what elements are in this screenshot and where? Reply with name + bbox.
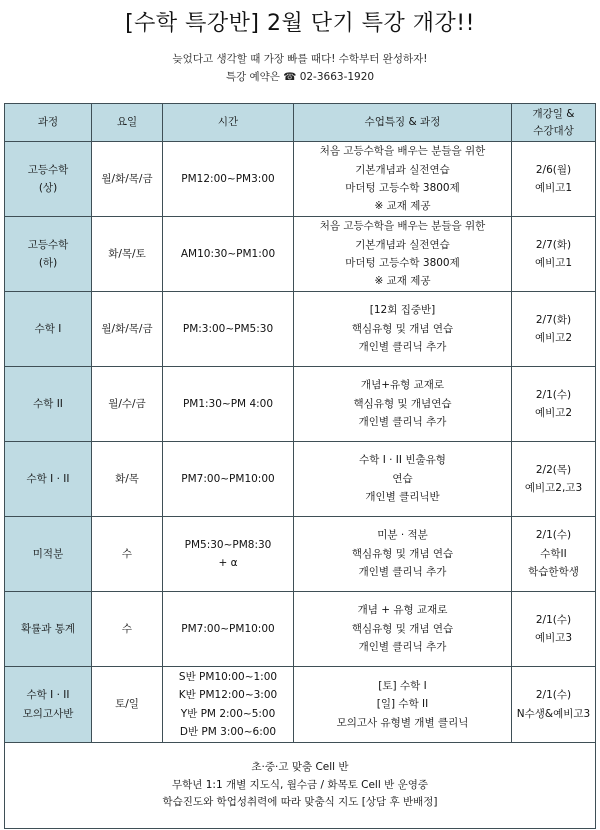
time-cell-line: PM1:30~PM 4:00 xyxy=(182,397,274,410)
course-name-cell xyxy=(5,292,92,367)
subtitle-slogan: 늦었다고 생각할 때 가장 빠를 때다! 수학부터 완성하자! xyxy=(172,53,428,65)
footer-line: 학습진도와 학업성취력에 따라 맞춤식 지도 [상담 후 반배정] xyxy=(162,796,438,809)
table-row xyxy=(5,667,596,743)
days-cell: 월/수/금 xyxy=(92,367,163,442)
footer-line: 무학년 1:1 개별 지도식, 월수금 / 화목토 Cell 반 운영중 xyxy=(171,778,428,791)
page-title: [수학 특강반] 2월 단기 특강 개강!! xyxy=(125,11,475,36)
time-cell xyxy=(163,367,294,442)
start-target-cell xyxy=(512,667,596,743)
time-cell-line: PM12:00~PM3:00 xyxy=(181,172,275,185)
features-cell-line: 수학 I · II 빈출유형 xyxy=(359,454,446,467)
start-target-cell-line: 학습한학생 xyxy=(528,566,579,579)
days-cell: 화/목/토 xyxy=(92,217,163,292)
start-target-cell-line: 2/1(수) xyxy=(535,388,572,401)
header-row xyxy=(5,104,596,142)
table-row xyxy=(5,217,596,292)
course-name-cell xyxy=(5,592,92,667)
features-cell-line: 모의고사 유형별 개별 클리닉 xyxy=(336,716,469,729)
start-target-cell xyxy=(512,217,596,292)
time-cell-line: S반 PM10:00~1:00 xyxy=(178,670,278,683)
features-cell-line: 개인별 클리닉 추가 xyxy=(358,416,447,429)
start-target-cell-line: 수학II xyxy=(540,547,567,560)
time-cell-line: + α xyxy=(218,557,238,569)
course-name-cell-line: 수학 I xyxy=(34,322,62,335)
time-cell xyxy=(163,142,294,217)
features-cell-line: 개인별 클리닉 추가 xyxy=(358,566,447,579)
time-cell xyxy=(163,217,294,292)
features-cell-line: 기본개념과 실전연습 xyxy=(355,238,450,251)
features-cell-line: [일] 수학 II xyxy=(376,698,429,711)
features-cell-line: 처음 고등수학을 배우는 분들을 위한 xyxy=(319,220,486,233)
start-target-cell xyxy=(512,367,596,442)
course-name-cell xyxy=(5,517,92,592)
time-cell-line: K반 PM12:00~3:00 xyxy=(178,689,278,702)
course-name-cell xyxy=(5,142,92,217)
time-cell-line: D반 PM 3:00~6:00 xyxy=(179,725,277,738)
course-name-cell-line: (하) xyxy=(38,257,58,269)
features-cell-line: 개인별 클리닉 추가 xyxy=(358,641,447,654)
course-name-cell xyxy=(5,667,92,743)
header-start-target: 개강일 & 수강대상 xyxy=(512,104,596,142)
table-row xyxy=(5,367,596,442)
time-cell xyxy=(163,292,294,367)
days-cell: 토/일 xyxy=(92,667,163,743)
features-cell-line: 개인별 클리닉 추가 xyxy=(358,341,447,354)
schedule-table xyxy=(4,103,596,829)
start-target-cell-line: 예비고2,고3 xyxy=(524,482,583,494)
start-target-cell-line: 2/7(화) xyxy=(535,313,572,326)
table-row xyxy=(5,592,596,667)
time-cell-line: PM:3:00~PM5:30 xyxy=(182,322,274,335)
table-row xyxy=(5,442,596,517)
course-name-cell-line: 수학 I · II xyxy=(26,472,70,485)
start-target-cell-line: 예비고1 xyxy=(534,182,573,194)
features-cell xyxy=(294,217,512,292)
days-cell: 수 xyxy=(92,517,163,592)
course-name-cell-line: 고등수학 xyxy=(27,163,69,176)
start-target-cell-line: 예비고3 xyxy=(534,632,573,644)
features-cell-line: 핵심유형 및 개념 연습 xyxy=(351,322,454,335)
start-target-cell-line: 2/1(수) xyxy=(535,529,572,542)
features-cell xyxy=(294,367,512,442)
course-name-cell-line: 수학 I · II xyxy=(26,689,70,702)
course-name-cell-line: 미적분 xyxy=(32,547,64,560)
features-cell-line: 연습 xyxy=(392,472,413,485)
features-cell xyxy=(294,667,512,743)
start-target-cell-line: 2/2(목) xyxy=(535,463,572,476)
start-target-cell-line: 예비고1 xyxy=(534,257,573,269)
features-cell-line: ※ 교재 제공 xyxy=(374,200,431,213)
features-cell xyxy=(294,592,512,667)
time-cell xyxy=(163,442,294,517)
table-row xyxy=(5,517,596,592)
features-cell xyxy=(294,292,512,367)
features-cell-line: 처음 고등수학을 배우는 분들을 위한 xyxy=(319,145,486,158)
course-name-cell xyxy=(5,442,92,517)
start-target-cell-line: 2/6(월) xyxy=(535,163,572,176)
days-cell: 수 xyxy=(92,592,163,667)
course-name-cell xyxy=(5,217,92,292)
start-target-cell xyxy=(512,592,596,667)
features-cell-line: 핵심유형 및 개념연습 xyxy=(353,397,452,410)
days-cell: 화/목 xyxy=(92,442,163,517)
time-cell-line: PM5:30~PM8:30 xyxy=(184,538,272,551)
time-cell-line: PM7:00~PM10:00 xyxy=(181,472,275,485)
course-name-cell-line: 수학 II xyxy=(33,397,63,410)
days-cell: 월/화/목/금 xyxy=(92,292,163,367)
course-name-cell-line: 확률과 통계 xyxy=(20,622,76,635)
course-name-cell-line: 모의고사반 xyxy=(22,707,74,720)
features-cell-line: 개념+유형 교재로 xyxy=(360,379,445,392)
features-cell-line: 기본개념과 실전연습 xyxy=(355,163,450,176)
start-target-cell-line: 2/1(수) xyxy=(535,689,572,702)
start-target-cell-line: 예비고2 xyxy=(534,407,573,419)
features-cell-line: 개인별 클리닉반 xyxy=(365,491,440,504)
time-cell-line: Y반 PM 2:00~5:00 xyxy=(180,707,276,720)
features-cell-line: 마더텅 고등수학 3800제 xyxy=(345,182,460,194)
start-target-cell xyxy=(512,142,596,217)
time-cell-line: PM7:00~PM10:00 xyxy=(181,622,275,635)
features-cell-line: ※ 교재 제공 xyxy=(374,275,431,288)
course-name-cell-line: (상) xyxy=(38,182,58,194)
features-cell xyxy=(294,442,512,517)
time-cell xyxy=(163,667,294,743)
start-target-cell xyxy=(512,517,596,592)
time-cell-line: AM10:30~PM1:00 xyxy=(180,247,276,260)
features-cell xyxy=(294,517,512,592)
start-target-cell xyxy=(512,442,596,517)
features-cell-line: 핵심유형 및 개념 연습 xyxy=(351,622,454,635)
table-row xyxy=(5,292,596,367)
header-days: 요일 xyxy=(92,104,163,142)
subtitle-reservation-phone: 특강 예약은 ☎ 02-3663-1920 xyxy=(225,71,375,83)
days-cell: 월/화/목/금 xyxy=(92,142,163,217)
time-cell xyxy=(163,517,294,592)
start-target-cell xyxy=(512,292,596,367)
features-cell-line: 마더텅 고등수학 3800제 xyxy=(345,257,460,269)
start-target-cell-line: N수생&예비고3 xyxy=(516,707,591,720)
time-cell xyxy=(163,592,294,667)
features-cell-line: [토] 수학 I xyxy=(378,679,427,692)
start-target-cell-line: 예비고2 xyxy=(534,332,573,344)
start-target-cell-line: 2/1(수) xyxy=(535,613,572,626)
features-cell-line: 핵심유형 및 개념 연습 xyxy=(351,547,454,560)
footer-note xyxy=(5,743,596,829)
features-cell xyxy=(294,142,512,217)
features-cell-line: 미분 · 적분 xyxy=(377,529,428,542)
start-target-cell-line: 2/7(화) xyxy=(535,238,572,251)
table-row xyxy=(5,142,596,217)
features-cell-line: [12회 집중반] xyxy=(369,304,436,317)
header-features: 수업특징 & 과정 xyxy=(294,104,512,142)
header-time: 시간 xyxy=(163,104,294,142)
features-cell-line: 개념 + 유형 교재로 xyxy=(357,604,448,617)
header-course: 과정 xyxy=(5,104,92,142)
footer-line: 초·중·고 맞춤 Cell 반 xyxy=(251,760,349,773)
course-name-cell-line: 고등수학 xyxy=(27,238,69,251)
course-name-cell xyxy=(5,367,92,442)
